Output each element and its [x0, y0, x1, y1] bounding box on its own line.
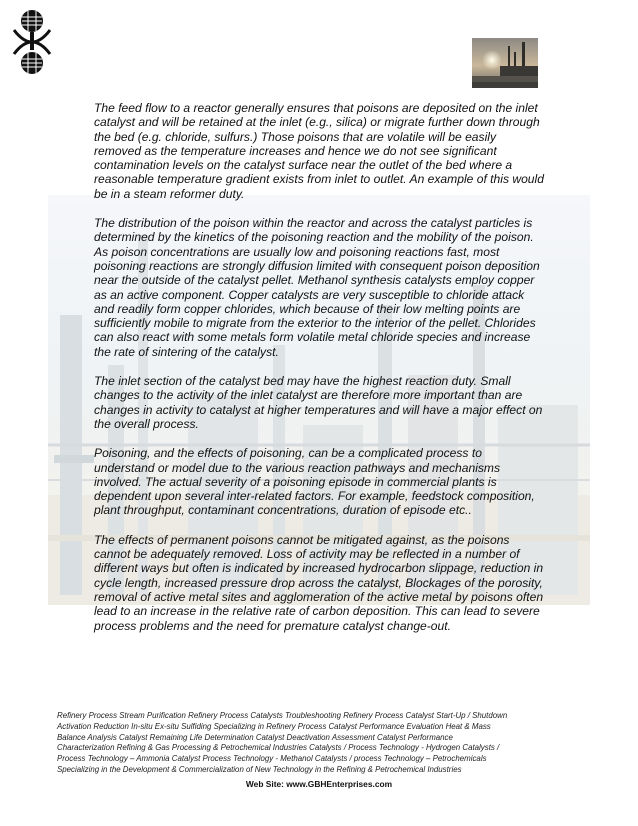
paragraph: The feed flow to a reactor generally ensures that poisons are deposited on the inlet catalyst and will be retained at the inlet (e.g., silica) or migrate further down through the bed (e.g. chloride, sulfurs.) Those poisons that are volatile will be easily removed as the temperature increases and hence we do not see significant contamination levels on the catalyst surface near the outlet of the bed where a reasonable temperature gradient exists from inlet to outlet. An example of this would be in a steam reformer duty. — [94, 101, 544, 201]
paragraph: The inlet section of the catalyst bed may have the highest reaction duty. Small changes to the activity of the inlet catalyst are therefore more important than are changes in activity to catalyst at higher temperatures and will have a major effect on the overall process. — [94, 374, 543, 431]
paragraph: The effects of permanent poisons cannot be mitigated against, as the poisons cannot be adequately removed. Loss of activity may be reflected in a number of different ways but often is indicated by increased hydrocarbon slippage, reduction in cycle length, increased pressure drop across the catalyst, Blockages of the porosity, removal of active metal sites and agglomeration of the active metal by poisons often lead to an increase in the relative rate of carbon deposition. This can lead to severe process problems and the need for premature catalyst change-out. — [94, 532, 544, 633]
footer-line: Characterization Refining & Gas Processing & Petrochemical Industries Catalysts / Process Technology - Hydrogen Catalysts / — [57, 743, 500, 753]
footer-line: Process Technology – Ammonia Catalyst Process Technology - Methanol Catalysts / process Technology – Petrochemicals — [57, 754, 487, 764]
footer-line: Activation Reduction In-situ Ex-situ Sulfiding Specializing in Refinery Process Catalyst Performance Evaluation Heat & Mass — [57, 721, 491, 731]
article-body — [94, 101, 544, 648]
website-link[interactable]: Web Site: www.GBHEnterprises.com — [245, 779, 393, 789]
company-logo — [12, 8, 52, 76]
footer-services — [57, 711, 557, 776]
refinery-sunset-photo — [472, 38, 538, 88]
footer-line: Specializing in the Development & Commercialization of New Technology in the Refining & Petrochemical Industries — [57, 764, 462, 774]
footer-line: Balance Analysis Catalyst Remaining Life Determination Catalyst Deactivation Assessment Catalyst Performance — [57, 732, 453, 742]
paragraph: Poisoning, and the effects of poisoning, can be a complicated process to understand or model due to the various reaction pathways and mechanisms involved. The actual severity of a poisoning episode in commercial plants is dependent upon several inter-related factors. For example, feedstock composition, plant throughput, contaminant concentrations, duration of episode etc.. — [94, 446, 535, 518]
footer-line: Refinery Process Stream Purification Refinery Process Catalysts Troubleshooting Refinery Process Catalyst Start-Up / Shutdown — [57, 711, 508, 720]
paragraph: The distribution of the poison within the reactor and across the catalyst particles is determined by the kinetics of the poisoning reaction and the mobility of the poison. As poison concentrations are usually low and poisoning reactions fast, most poisoning reactions are strongly diffusion limited with consequent poison deposition near the outside of the catalyst pellet. Methanol synthesis catalysts employ copper as an active component. Copper catalysts are very susceptible to chloride attack and readily form copper chlorides, which because of their low melting points are sufficiently mobile to migrate from the exterior to the interior of the pellet. Chlorides can also react with some metals form volatile metal chloride species and increase the rate of sintering of the catalyst. — [94, 216, 540, 359]
